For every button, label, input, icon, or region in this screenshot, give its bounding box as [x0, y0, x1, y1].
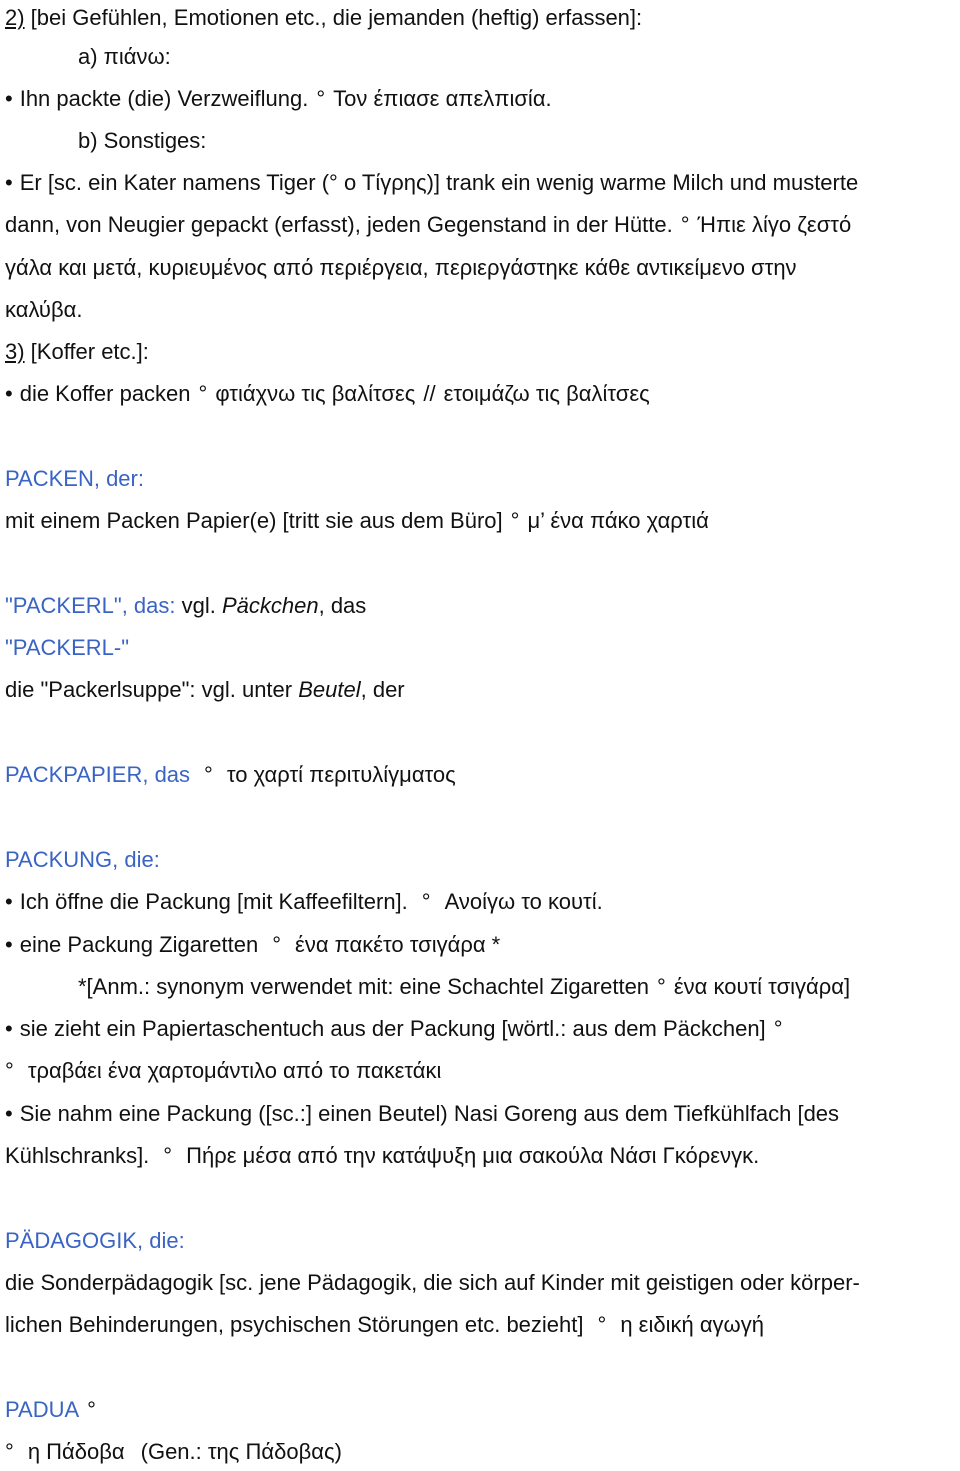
example-line: [5, 170, 858, 196]
entry-line: [5, 5, 642, 31]
alternative-separator: //: [423, 381, 436, 406]
greek-translation: τραβάει ένα χαρτομάντιλο από το πακετάκι: [27, 1058, 442, 1083]
example-line: [5, 381, 650, 407]
separator-symbol: °: [87, 1397, 96, 1422]
separator-symbol: °: [316, 86, 326, 111]
separator-symbol: °: [272, 932, 282, 957]
separator-symbol: °: [329, 170, 338, 195]
example-line: [5, 1016, 791, 1042]
headword: [5, 1397, 104, 1423]
example-line: [5, 677, 405, 703]
genitive-note: (Gen.: της Πάδοβας): [140, 1439, 342, 1464]
greek-translation: Ανοίγω το κουτί.: [444, 889, 603, 914]
example-line: [5, 1058, 441, 1084]
example-line: [5, 1143, 759, 1169]
separator-symbol: °: [657, 974, 666, 999]
german-example: Sie nahm eine Packung ([sc.:] einen Beutel) Nasi Goreng aus dem Tiefkühlfach [des: [19, 1101, 840, 1126]
headword-text: PACKUNG, die:: [5, 847, 160, 872]
example-line: [5, 508, 709, 534]
line-text: ο Τίγρης)] trank ein wenig warme Milch und musterte: [337, 170, 859, 195]
line-text: [Koffer etc.]:: [24, 339, 149, 364]
headword-text: "PACKERL-": [5, 635, 130, 660]
separator-symbol: °: [680, 212, 690, 237]
greek-translation: η Πάδοβα: [27, 1439, 125, 1464]
greek-translation: γάλα και μετά, κυριευμένος από περιέργεια, περιεργάστηκε κάθε αντικείμενο στην: [5, 255, 797, 280]
headword: [5, 762, 456, 788]
greek-translation: ένα κουτί τσιγάρα]: [673, 974, 851, 999]
greek-translation: ένα πακέτο τσιγάρα *: [295, 932, 501, 957]
separator-symbol: °: [421, 889, 431, 914]
line-text: lichen Behinderungen, psychischen Störungen etc. bezieht]: [5, 1312, 584, 1337]
greek-translation: ετοιμάζω τις βαλίτσες: [443, 381, 650, 406]
separator-symbol: °: [773, 1016, 783, 1041]
cross-reference: Päckchen: [221, 593, 319, 618]
greek-translation: Τον έπιασε απελπισία.: [333, 86, 552, 111]
line-text: die "Packerlsuppe": vgl. unter: [5, 677, 299, 702]
greek-translation: Πήρε μέσα από την κατάψυξη μια σακούλα Νάσι Γκόρενγκ.: [186, 1143, 760, 1168]
subsection-label: [78, 128, 206, 154]
example-line: [5, 255, 797, 281]
separator-symbol: °: [204, 762, 213, 787]
line-text: , das: [318, 593, 367, 618]
example-line: [5, 1312, 764, 1338]
headword-text: PADUA: [5, 1397, 80, 1422]
greek-translation: το χαρτί περιτυλίγματος: [226, 762, 456, 787]
example-line: [5, 889, 603, 915]
headword: [5, 635, 129, 661]
line-text: vgl.: [175, 593, 222, 618]
example-line: [5, 212, 851, 238]
headword: [5, 466, 144, 492]
greek-translation: καλύβα.: [5, 297, 83, 322]
headword-text: PACKPAPIER, das: [5, 762, 191, 787]
subsection-label: [78, 44, 171, 70]
german-example: mit einem Packen Papier(e) [tritt sie aus dem Büro]: [5, 508, 503, 533]
headword-text: "PACKERL", das:: [5, 593, 176, 618]
line-text: *[Anm.: synonym verwendet mit: eine Schachtel Zigaretten: [78, 974, 650, 999]
line-text: Er [sc. ein Kater namens Tiger (: [19, 170, 330, 195]
section-number: 2): [5, 5, 25, 30]
german-example: sie zieht ein Papiertaschentuch aus der Packung [wörtl.: aus dem Päckchen]: [19, 1016, 766, 1041]
separator-symbol: °: [597, 1312, 607, 1337]
line-text: [bei Gefühlen, Emotionen etc., die jemanden (heftig) erfassen]:: [24, 5, 643, 30]
annotation-line: [78, 974, 850, 1000]
greek-translation: φτιάχνω τις βαλίτσες: [215, 381, 416, 406]
greek-translation: Ήπιε λίγο ζεστό: [697, 212, 852, 237]
german-example: Ich öffne die Packung [mit Kaffeefiltern].: [19, 889, 408, 914]
separator-symbol: °: [5, 1439, 14, 1464]
example-line: [5, 86, 552, 112]
line-text: a) πιάνω:: [78, 44, 171, 69]
example-line: [5, 1270, 860, 1296]
section-number: 3): [5, 339, 25, 364]
greek-translation: η ειδική αγωγή: [620, 1312, 764, 1337]
example-line: [5, 1439, 342, 1465]
cross-reference: Beutel: [298, 677, 361, 702]
line-text: b) Sonstiges:: [78, 128, 207, 153]
german-example: die Koffer packen: [19, 381, 191, 406]
german-example: eine Packung Zigaretten: [19, 932, 259, 957]
german-example: die Sonderpädagogik [sc. jene Pädagogik, die sich auf Kinder mit geistigen oder körper-: [5, 1270, 860, 1295]
headword-text: PÄDAGOGIK, die:: [5, 1228, 185, 1253]
line-text: , der: [360, 677, 405, 702]
line-text: Kühlschranks].: [5, 1143, 150, 1168]
example-line: [5, 297, 82, 323]
line-text: dann, von Neugier gepackt (erfasst), jeden Gegenstand in der Hütte.: [5, 212, 673, 237]
greek-translation: μ’ ένα πάκο χαρτιά: [527, 508, 709, 533]
separator-symbol: °: [198, 381, 208, 406]
example-line: [5, 1101, 839, 1127]
headword: [5, 1228, 185, 1254]
separator-symbol: °: [5, 1058, 14, 1083]
example-line: [5, 932, 500, 958]
separator-symbol: °: [510, 508, 520, 533]
entry-line: [5, 339, 149, 365]
headword: [5, 593, 366, 619]
headword: [5, 847, 160, 873]
german-example: Ihn packte (die) Verzweiflung.: [19, 86, 309, 111]
headword-text: PACKEN, der:: [5, 466, 144, 491]
separator-symbol: °: [163, 1143, 173, 1168]
